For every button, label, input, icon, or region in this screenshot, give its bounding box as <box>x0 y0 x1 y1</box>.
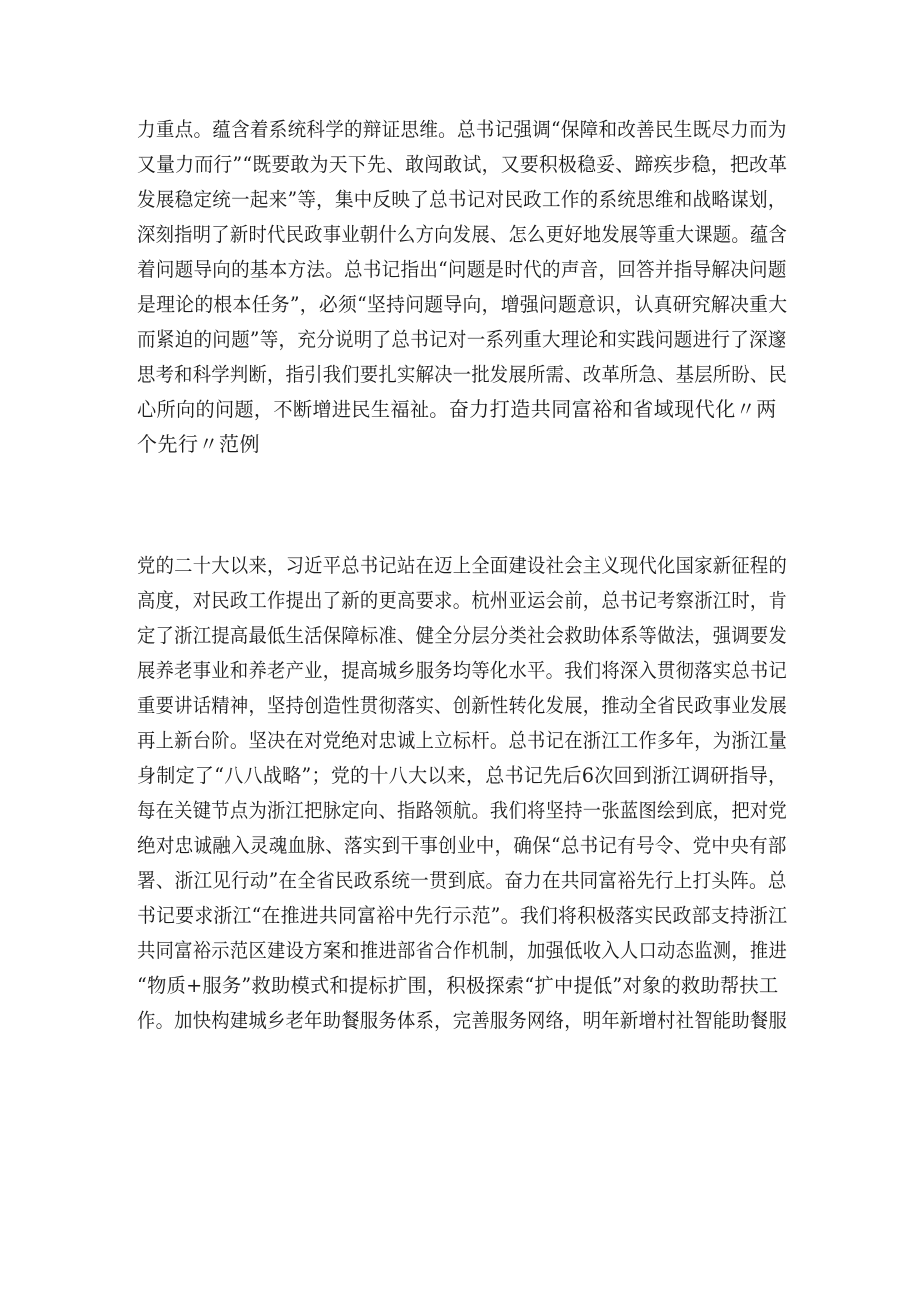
text-line: 再上新台阶。坚决在对党绝对忠诚上立标杆。总书记在浙江工作多年，为浙江量 <box>137 729 788 752</box>
text-segment: 心所向的问题，不断增进民生福祉。 <box>137 398 449 421</box>
text-line: 力重点。蕴含着系统科学的辩证思维。总书记强调“保障和改善民生既尽力而为 <box>137 118 787 141</box>
text-line: 思考和科学判断，指引我们要扎实解决一批发展所需、改革所急、基层所盼、民 <box>137 363 788 386</box>
text-line: “物质+服务”救助模式和提标扩围，积极探索“扩中提低”对象的救助帮扶工 <box>137 974 779 997</box>
paragraph-block-2 <box>137 548 787 1038</box>
paragraph-block-1 <box>137 112 787 462</box>
section-heading-continuation <box>137 427 787 462</box>
text-line: 定了浙江提高最低生活保障标准、健全分层分类社会救助体系等做法，强调要发 <box>137 624 788 647</box>
section-heading: 个先行〃范例 <box>137 432 260 456</box>
text-line: 是理论的根本任务”，必须“坚持问题导向，增强问题意识，认真研究解决重大 <box>137 293 788 316</box>
text-line: 重要讲话精神，坚持创造性贯彻落实、创新性转化发展，推动全省民政事业发展 <box>137 694 788 717</box>
section-heading: 奋力打造共同富裕和省域现代化〃两 <box>448 397 777 421</box>
text-line: 着问题导向的基本方法。总书记指出“问题是时代的声音，回答并指导解决问题 <box>137 258 787 281</box>
text-line: 共同富裕示范区建设方案和推进部省合作机制，加强低收入人口动态监测，推进 <box>137 939 788 962</box>
text-line: 身制定了“八八战略”；党的十八大以来，总书记先后6次回到浙江调研指导， <box>137 764 788 787</box>
text-line: 署、浙江见行动”在全省民政系统一贯到底。奋力在共同富裕先行上打头阵。总 <box>137 869 787 892</box>
text-line: 而紧迫的问题”等，充分说明了总书记对一系列重大理论和实践问题进行了深邃 <box>137 328 787 351</box>
text-line: 展养老事业和养老产业，提高城乡服务均等化水平。我们将深入贯彻落实总书记 <box>137 659 788 682</box>
text-line: 高度，对民政工作提出了新的更高要求。杭州亚运会前，总书记考察浙江时，肯 <box>137 589 788 612</box>
text-line: 书记要求浙江“在推进共同富裕中先行示范”。我们将积极落实民政部支持浙江 <box>137 904 788 927</box>
text-line: 发展稳定统一起来”等，集中反映了总书记对民政工作的系统思维和战略谋划， <box>137 188 787 211</box>
text-line: 绝对忠诚融入灵魂血脉、落实到干事创业中，确保“总书记有号令、党中央有部 <box>137 834 787 857</box>
text-line: 深刻指明了新时代民政事业朝什么方向发展、怎么更好地发展等重大课题。蕴含 <box>137 223 788 246</box>
text-line-with-heading <box>137 392 787 427</box>
text-line: 又量力而行”“既要敢为天下先、敢闯敢试，又要积极稳妥、蹄疾步稳，把改革 <box>137 153 788 176</box>
text-line: 作。加快构建城乡老年助餐服务体系，完善服务网络，明年新增村社智能助餐服 <box>137 1009 788 1032</box>
text-line: 每在关键节点为浙江把脉定向、指路领航。我们将坚持一张蓝图绘到底，把对党 <box>137 799 788 822</box>
text-line: 党的二十大以来，习近平总书记站在迈上全面建设社会主义现代化国家新征程的 <box>137 554 788 577</box>
